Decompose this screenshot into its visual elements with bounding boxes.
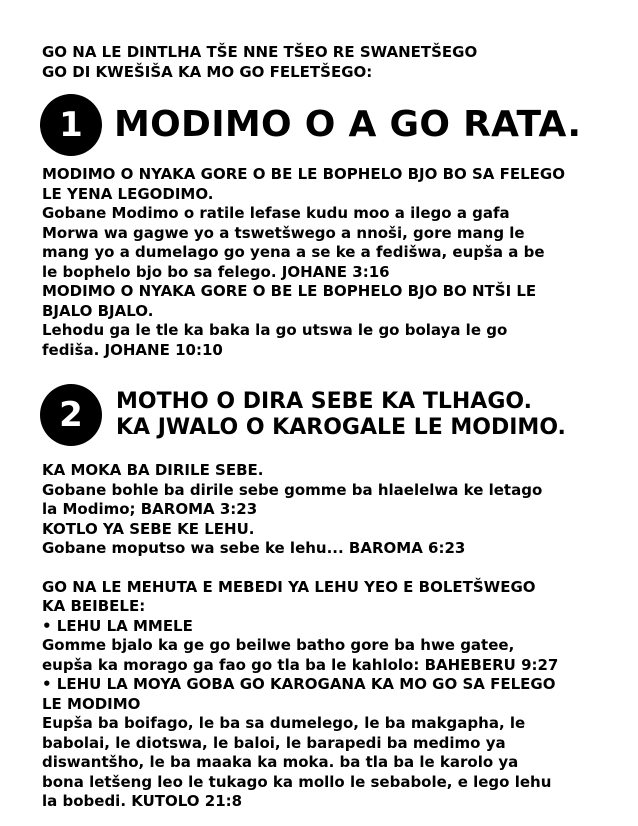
section-1-heading <box>40 94 581 156</box>
section-2-title-line-1: MOTHO O DIRA SEBE KA TLHAGO. <box>116 389 532 414</box>
section-2-title-line-2: KA JWALO O KAROGALE LE MODIMO. <box>116 415 566 440</box>
section-2-title <box>116 389 566 441</box>
section-1-line: Morwa wa gagwe yo a tswetšwego a nnoši, gore mang le <box>42 223 525 242</box>
section-2-heading <box>40 384 566 446</box>
section-2-line: Gomme bjalo ka ge go beilwe batho gore ba hwe gatee, <box>42 636 515 654</box>
section-1-line: mang yo a dumelago go yena a se ke a fedišwa, eupša a be <box>42 243 545 261</box>
section-1-line: MODIMO O NYAKA GORE O BE LE BOPHELO BJO BO NTŠI LE <box>42 282 537 300</box>
intro-line-1: GO NA LE DINTLHA TŠE NNE TŠEO RE SWANETŠEGO <box>42 43 478 61</box>
section-2-line: Eupša ba boifago, le ba sa dumelego, le ba makgapha, le <box>42 714 526 732</box>
section-2-line: KA MOKA BA DIRILE SEBE. <box>42 461 264 479</box>
section-1-line: Gobane Modimo o ratile lefase kudu moo a ilego a gafa <box>42 204 510 222</box>
section-2-bullet-item: • LEHU LA MOYA GOBA GO KAROGANA KA MO GO SA FELEGO <box>42 675 556 693</box>
section-1-line: MODIMO O NYAKA GORE O BE LE BOPHELO BJO BO SA FELEGO <box>42 165 565 183</box>
section-1-line: LE YENA LEGODIMO. <box>42 184 214 203</box>
section-2-line: babolai, le diotswa, le baloi, le barapedi ba medimo ya <box>42 733 506 752</box>
section-2-line: KA BEIBELE: <box>42 597 146 615</box>
intro-line-2: GO DI KWEŠIŠA KA MO GO FELETŠEGO: <box>42 63 373 81</box>
section-1-body <box>42 165 617 360</box>
section-2-line: LE MODIMO <box>42 694 141 713</box>
section-2-line: KOTLO YA SEBE KE LEHU. <box>42 519 255 538</box>
section-1-line: fediša. JOHANE 10:10 <box>42 340 223 359</box>
section-2-line: la bobedi. KUTOLO 21:8 <box>42 792 243 810</box>
section-2-line: Gobane bohle ba dirile sebe gomme ba hlaelelwa ke letago <box>42 480 543 499</box>
intro-text <box>42 42 477 82</box>
section-1-line: BJALO BJALO. <box>42 301 154 320</box>
section-2-line: la Modimo; BAROMA 3:23 <box>42 500 258 518</box>
section-2-body <box>42 461 617 812</box>
section-1-title: MODIMO O A GO RATA. <box>114 104 582 145</box>
section-2-line: Gobane moputso wa sebe ke lehu... BAROMA 6:23 <box>42 539 466 557</box>
section-2-line: diswantšho, le ba maaka ka moka. ba tla ba le karolo ya <box>42 753 519 771</box>
section-2-line: eupša ka morago ga fao go tla ba le kahlolo: BAHEBERU 9:27 <box>42 655 559 674</box>
section-2-line: GO NA LE MEHUTA E MEBEDI YA LEHU YEO E BOLETŠWEGO <box>42 577 536 596</box>
section-2-line: bona letšeng leo le tukago ka mollo le sebabole, e lego lehu <box>42 772 552 791</box>
section-1-number-badge: 1 <box>40 94 102 156</box>
section-1-line: Lehodu ga le tle ka baka la go utswa le go bolaya le go <box>42 321 508 339</box>
section-1-line: le bophelo bjo bo sa felego. JOHANE 3:16 <box>42 262 390 281</box>
paragraph-gap <box>42 559 617 578</box>
section-2-bullet-item: • LEHU LA MMELE <box>42 616 193 635</box>
section-2-number-badge: 2 <box>40 384 102 446</box>
